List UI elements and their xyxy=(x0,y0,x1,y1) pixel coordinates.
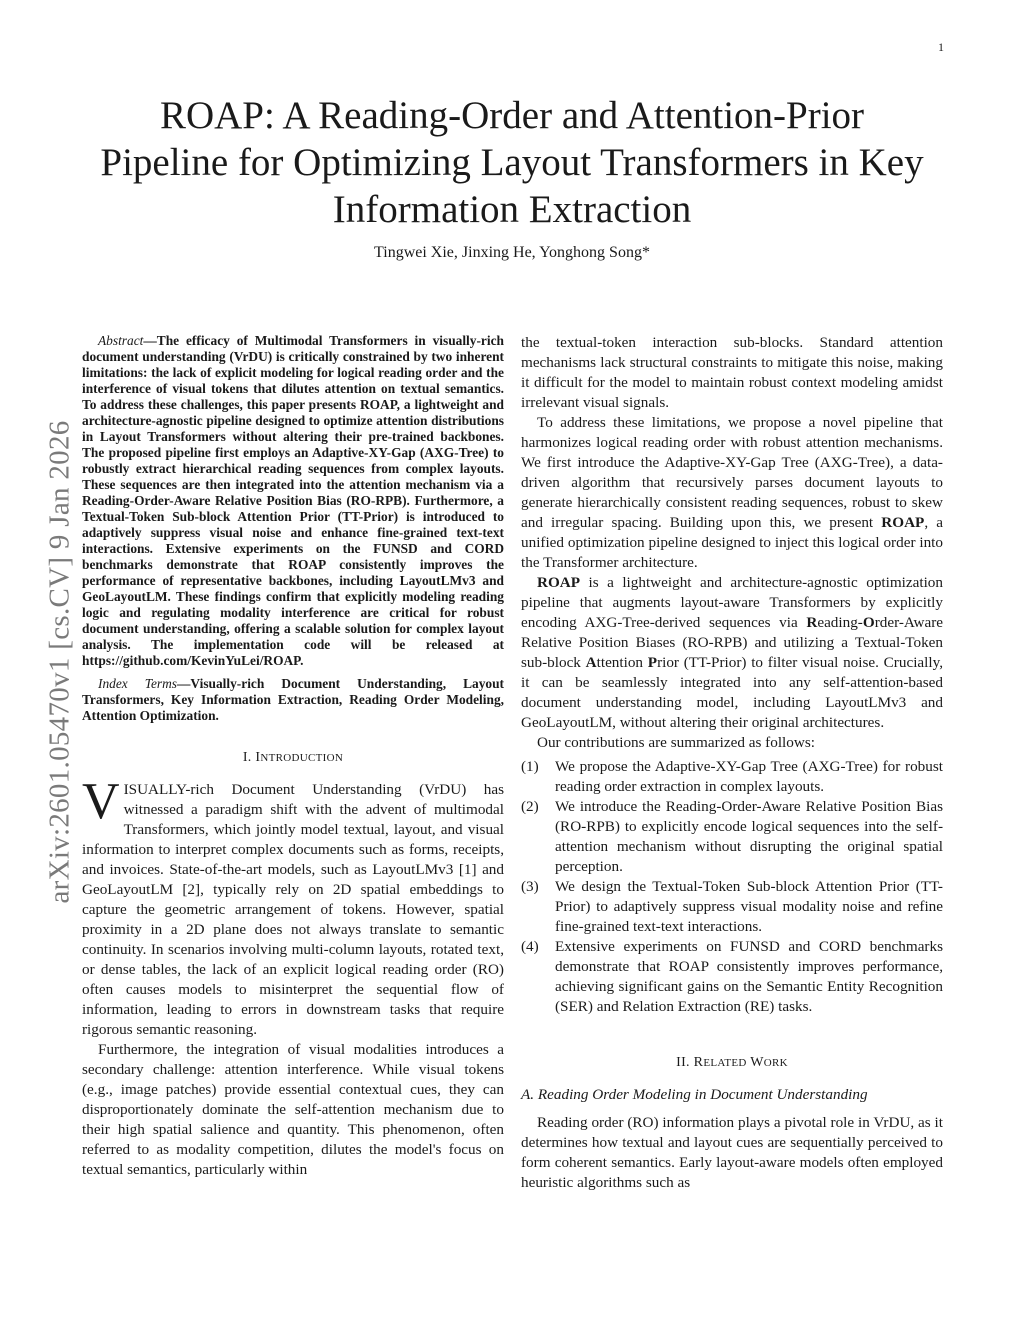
intro-paragraph-4: ROAP is a lightweight and architecture-agnostic optimization pipeline that augments layout-aware Transformers by explicitly encoding AXG-Tree-derived sequences via Reading-Order-Aware Relative Position Biases (RO-RPB) and utilizing a Textual-Token sub-block Attention Prior (TT-Prior) to filter visual noise. Crucially, it can be seamlessly integrated into any self-attention-based document understanding model, including LayoutLMv3 and GeoLayoutLM, without altering their original architectures. xyxy=(521,574,943,731)
drop-cap: V xyxy=(82,773,120,830)
left-column xyxy=(82,333,504,1180)
intro-paragraph-3: To address these limitations, we propose a novel pipeline that harmonizes logical reading order with robust attention mechanisms. We first introduce the Adaptive-XY-Gap Tree (AXG-Tree), a data-driven algorithm that recursively parses document layouts to generate hierarchically consistent reading sequences, robust to skew and irregular spacing. Building upon this, we present ROAP, a unified optimization pipeline designed to inject this logical order into the Transformer architecture. xyxy=(521,414,943,571)
related-paragraph-1: Reading order (RO) information plays a pivotal role in VrDU, as it determines how textual and layout cues are sequentially perceived to form coherent semantics. Early layout-aware models often employed heuristic algorithms such as xyxy=(521,1114,943,1191)
arxiv-stamp: arXiv:2601.05470v1 [cs.CV] 9 Jan 2026 xyxy=(43,420,76,904)
section-heading-introduction: I. INTRODUCTION xyxy=(242,750,344,765)
abstract-text: The efficacy of Multimodal Transformers in visually-rich document understanding (VrDU) is critically constrained by two inherent limitations: the lack of explicit modeling for logical reading order and the interference of visual tokens that dilutes attention on textual semantics. To address these challenges, this paper presents ROAP, a lightweight and architecture-agnostic pipeline designed to optimize attention distributions in Layout Transformers without altering their pre-trained backbones. The proposed pipeline first employs an Adaptive-XY-Gap (AXG-Tree) to robustly extract hierarchical reading sequences from complex layouts. These sequences are then integrated into the attention mechanism via a Reading-Order-Aware Relative Position Bias (RO-RPB). Furthermore, a Textual-Token Sub-block Attention Prior (TT-Prior) is introduced to adaptively suppress visual noise and enhance fine-grained text-text interactions. Extensive experiments on the FUNSD and CORD benchmarks demonstrate that ROAP consistently improves the performance of representative backbones, including LayoutLMv3 and GeoLayoutLM. These findings confirm that explicitly modeling reading logic and regulating modality interference are critical for robust document understanding, offering a scalable solution for complex layout analysis. The implementation code will be released at https://github.com/KevinYuLei/ROAP. xyxy=(82,333,504,668)
list-item: (4) Extensive experiments on FUNSD and CORD benchmarks demonstrate that ROAP consistently improves performance, achieving significant gains on the Semantic Entity Recognition (SER) and Relation Extraction (RE) tasks. xyxy=(521,938,943,1015)
index-terms-text: Visually-rich Document Understanding, Layout Transformers, Key Information Extraction, Reading Order Modeling, Attention Optimization. xyxy=(82,676,505,723)
abstract: Abstract—The efficacy of Multimodal Transformers in visually-rich document understanding (VrDU) is critically constrained by two inherent limitations: the lack of explicit modeling for logical reading order and the interference of visual tokens that dilutes attention on textual semantics. To address these challenges, this paper presents ROAP, a lightweight and architecture-agnostic pipeline designed to optimize attention distributions in Layout Transformers without altering their pre-trained backbones. The proposed pipeline first employs an Adaptive-XY-Gap (AXG-Tree) to robustly extract hierarchical reading sequences from complex layouts. These sequences are then integrated into the attention mechanism via a Reading-Order-Aware Relative Position Bias (RO-RPB). Furthermore, a Textual-Token Sub-block Attention Prior (TT-Prior) is introduced to adaptively suppress visual noise and enhance fine-grained text-text interactions. Extensive experiments on the FUNSD and CORD benchmarks demonstrate that ROAP consistently improves the performance of representative backbones, including LayoutLMv3 and GeoLayoutLM. These findings confirm that explicitly modeling reading logic and regulating modality interference are critical for robust document understanding, offering a scalable solution for complex layout analysis. The implementation code will be released at https://github.com/KevinYuLei/ROAP. xyxy=(82,333,504,668)
list-item: (2) We introduce the Reading-Order-Aware Relative Position Bias (RO-RPB) to explicitly encode logical sequences into the self-attention mechanism without disrupting the original spatial perception. xyxy=(521,798,943,875)
index-terms-label: Index Terms xyxy=(98,676,178,691)
author-list: Tingwei Xie, Jinxing He, Yonghong Song* xyxy=(374,244,650,261)
paper-title: ROAP: A Reading-Order and Attention-Prior Pipeline for Optimizing Layout Transformers in Key Information Extraction xyxy=(100,94,924,231)
list-item: (1) We propose the Adaptive-XY-Gap Tree (AXG-Tree) for robust reading order extraction in complex layouts. xyxy=(521,758,943,795)
index-terms: Index Terms—Visually-rich Document Understanding, Layout Transformers, Key Information Extraction, Reading Order Modeling, Attention Optimization. xyxy=(82,676,505,723)
page-number: 1 xyxy=(938,40,944,54)
section-heading-related-work: II. RELATED WORK xyxy=(676,1055,788,1070)
contributions-list xyxy=(521,757,943,1017)
list-item: (3) We design the Textual-Token Sub-block Attention Prior (TT-Prior) to adaptively suppress visual modality noise and refine fine-grained text-text interactions. xyxy=(521,878,943,935)
intro-paragraph-1: VISUALLY-rich Document Understanding (VrDU) has witnessed a paradigm shift with the advent of multimodal Transformers, which jointly model textual, layout, and visual information to interpret complex documents such as forms, receipts, and invoices. State-of-the-art models, such as LayoutLMv3 [1] and GeoLayoutLM [2], typically rely on 2D spatial embeddings to capture the geometric arrangement of tokens. However, spatial proximity in a 2D plane does not always translate to semantic continuity. In scenarios involving multi-column layouts, rotated text, or dense tables, the lack of an explicit logical reading order (RO) often causes models to misinterpret the sequential flow of information, leading to errors in downstream tasks that require rigorous semantic reasoning. xyxy=(82,773,504,1038)
subsection-heading: A. Reading Order Modeling in Document Understanding xyxy=(521,1086,868,1103)
right-column xyxy=(521,333,943,1193)
contributions-intro: Our contributions are summarized as follows: xyxy=(537,734,815,751)
abstract-label: Abstract xyxy=(98,333,144,348)
intro-paragraph-2-continued: the textual-token interaction sub-blocks. Standard attention mechanisms lack structural constraints to mitigate this noise, making it difficult for the model to maintain robust context modeling amidst irrelevant visual signals. xyxy=(521,334,943,411)
intro-paragraph-2: Furthermore, the integration of visual modalities introduces a secondary challenge: attention interference. While visual tokens (e.g., image patches) provide essential contextual cues, they can disproportionately dominate the self-attention mechanism due to their high spatial salience and quantity. This phenomenon, often referred to as modality competition, dilutes the model's focus on textual semantics, particularly within xyxy=(82,1041,504,1178)
